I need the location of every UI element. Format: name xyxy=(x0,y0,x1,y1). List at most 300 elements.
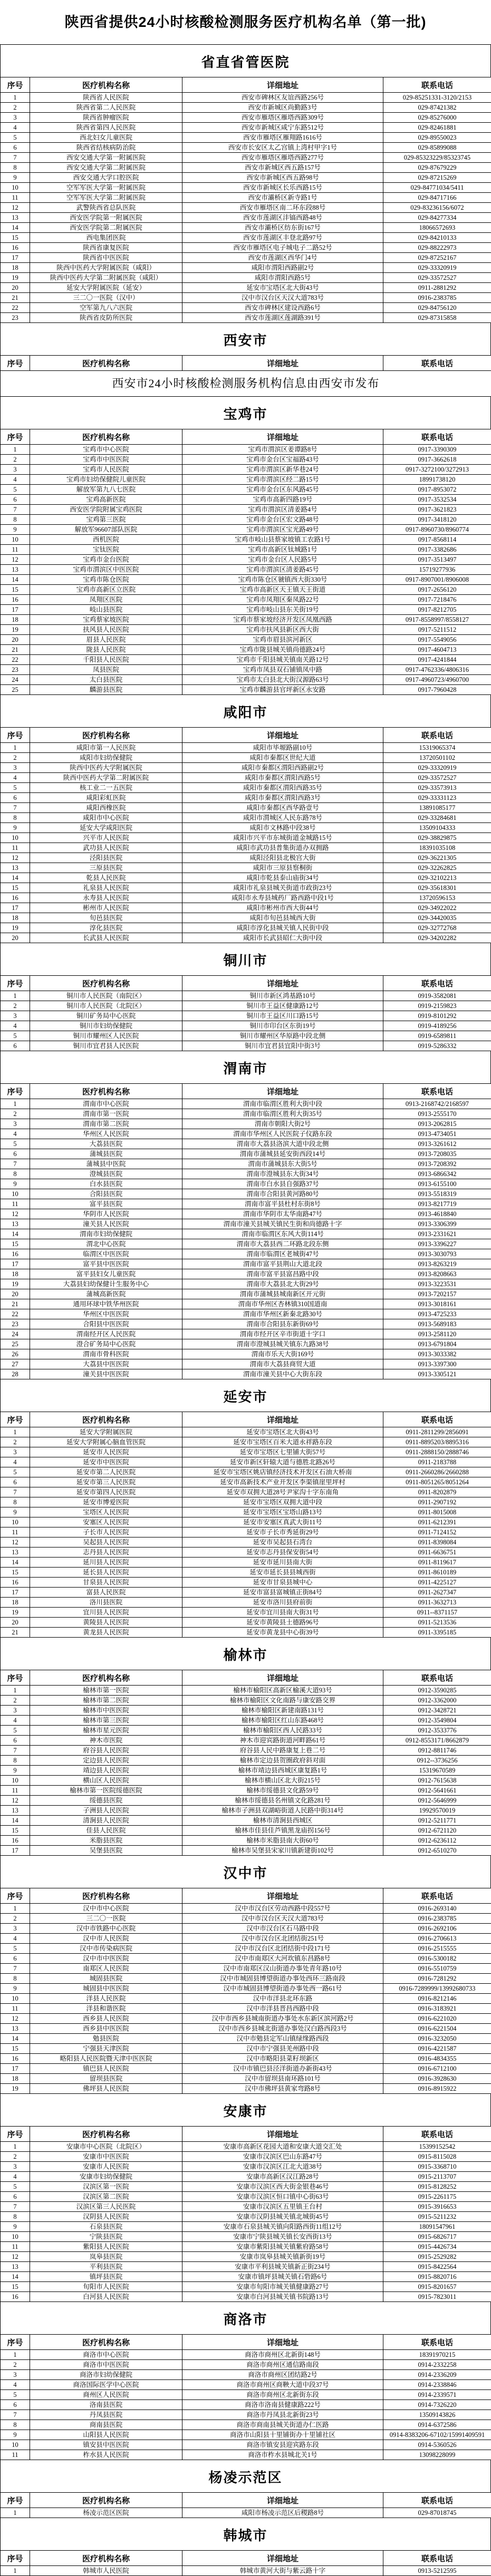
cell-address: 渭南市蒲城县延安街西段14号 xyxy=(182,1149,383,1159)
hospital-table xyxy=(0,2126,491,2302)
cell-address: 咸阳市毕塬路副10号 xyxy=(182,743,383,753)
column-header: 联系电话 xyxy=(383,2335,491,2350)
cell-seq: 7 xyxy=(1,1746,30,1756)
table-row xyxy=(1,1537,491,1547)
cell-address: 商洛市镇安县迎宾路东段 xyxy=(182,2440,383,2450)
table-row xyxy=(1,1229,491,1239)
column-header: 详细地址 xyxy=(182,2551,383,2566)
cell-name: 合阳县医院 xyxy=(30,1189,182,1199)
table-row xyxy=(1,2192,491,2202)
cell-phone: 0911-6212391 xyxy=(383,1517,491,1527)
table-row xyxy=(1,2370,491,2380)
cell-seq: 12 xyxy=(1,2252,30,2262)
table-header-row xyxy=(1,429,491,445)
table-row xyxy=(1,2242,491,2252)
cell-phone: 029-85251331-3120/2153 xyxy=(383,93,491,103)
cell-name: 陕西省肿瘤医院 xyxy=(30,113,182,123)
cell-address: 宝鸡市渭滨区宝光路49号 xyxy=(182,525,383,535)
cell-address: 宝鸡市太白县北大街汉源路63号 xyxy=(182,675,383,685)
cell-address: 商洛市商州区通信路南段 xyxy=(182,2360,383,2370)
cell-address: 延安市宝塔区七里铺大街57号 xyxy=(182,1447,383,1457)
cell-name: 岐山县医院 xyxy=(30,605,182,615)
cell-seq: 5 xyxy=(1,1467,30,1477)
cell-phone: 0916-4834355 xyxy=(383,2054,491,2064)
cell-seq: 17 xyxy=(1,2064,30,2074)
column-header: 联系电话 xyxy=(383,728,491,743)
cell-name: 临渭区中医医院 xyxy=(30,1249,182,1259)
cell-seq: 14 xyxy=(1,1229,30,1239)
cell-phone: 0913-3261612 xyxy=(383,1139,491,1149)
cell-phone: 029-33573913 xyxy=(383,783,491,793)
cell-seq: 4 xyxy=(1,1457,30,1467)
cell-address: 咸阳市杨凌示范区后稷路8号 xyxy=(182,2508,383,2518)
cell-phone: 029-84210133 xyxy=(383,233,491,243)
section-title: 西安市 xyxy=(0,322,491,356)
cell-name: 空军第九八六医院 xyxy=(30,303,182,313)
cell-name: 白水县医院 xyxy=(30,1179,182,1189)
cell-address: 榆林市佳县佳芦镇黑龙庙拐156号 xyxy=(182,1826,383,1836)
cell-name: 空军军医大学第一附属医院 xyxy=(30,183,182,193)
cell-seq: 11 xyxy=(1,1199,30,1209)
cell-name: 西乡县中医医院 xyxy=(30,2024,182,2034)
cell-seq: 4 xyxy=(1,1716,30,1726)
cell-seq: 11 xyxy=(1,2004,30,2014)
cell-phone: 0914-6372586 xyxy=(383,2420,491,2430)
cell-address: 宝鸡市渭滨区经二路15号 xyxy=(182,475,383,485)
table-row xyxy=(1,615,491,625)
table-row xyxy=(1,863,491,873)
cell-phone: 0917-7960428 xyxy=(383,685,491,695)
table-row xyxy=(1,163,491,173)
cell-address: 榆林市米脂县南大街60号 xyxy=(182,1836,383,1846)
cell-seq: 2 xyxy=(1,1914,30,1924)
cell-phone: 0917-2656120 xyxy=(383,585,491,595)
table-row xyxy=(1,1598,491,1608)
cell-address: 宝鸡市麟游县官坪新区永安路 xyxy=(182,685,383,695)
cell-phone: 0913-4618840 xyxy=(383,1209,491,1219)
cell-name: 澄城县医院 xyxy=(30,1169,182,1179)
cell-address: 商洛市商州区商鞅大道中段37号 xyxy=(182,2380,383,2390)
cell-seq: 26 xyxy=(1,1349,30,1359)
cell-address: 榆林市横山区北大街215号 xyxy=(182,1776,383,1786)
cell-phone: 0915-8422564 xyxy=(383,2262,491,2272)
table-row xyxy=(1,685,491,695)
cell-name: 铜川市耀州区人民医院 xyxy=(30,1031,182,1041)
column-header: 医疗机构名称 xyxy=(30,2127,182,2142)
cell-seq: 10 xyxy=(1,2440,30,2450)
table-row xyxy=(1,1149,491,1159)
cell-phone: 0917-8953072 xyxy=(383,485,491,495)
cell-address: 西安市新城区西五路98号 xyxy=(182,173,383,183)
cell-address: 汉中市略阳县菜籽坝新区 xyxy=(182,2054,383,2064)
cell-phone: 0916-6712100 xyxy=(383,2064,491,2074)
cell-phone: 0917-8960730/8960774 xyxy=(383,525,491,535)
cell-address: 延安市宝塔区姚店镇经济技术开发区石油大桥南 xyxy=(182,1467,383,1477)
cell-address: 西安市长安区太乙宫镇上湾村甲字1号 xyxy=(182,143,383,153)
column-header: 详细地址 xyxy=(182,976,383,991)
cell-seq: 9 xyxy=(1,1984,30,1994)
table-row xyxy=(1,1527,491,1537)
column-header: 详细地址 xyxy=(182,1084,383,1099)
cell-phone: 0911-8119617 xyxy=(383,1558,491,1568)
cell-address: 宝鸡市陇县城关镇尚德路24号 xyxy=(182,645,383,655)
cell-address: 汉中市汉台区天汉大道783号 xyxy=(182,293,383,303)
cell-phone: 0916-5510759 xyxy=(383,1964,491,1974)
cell-seq: 9 xyxy=(1,1766,30,1776)
cell-seq: 15 xyxy=(1,233,30,243)
cell-phone: 029-85276000 xyxy=(383,113,491,123)
table-row xyxy=(1,1914,491,1924)
section-title: 榆林市 xyxy=(0,1637,491,1670)
cell-name: 延安大学附属医院 xyxy=(30,1427,182,1437)
cell-address: 渭南市富平县杜村东街8号 xyxy=(182,1199,383,1209)
cell-phone: 0913-6155100 xyxy=(383,1179,491,1189)
cell-phone: 0913-2062815 xyxy=(383,1119,491,1129)
cell-name: 三二〇一医院 xyxy=(30,1914,182,1924)
cell-phone: 15319670589 xyxy=(383,1766,491,1776)
cell-seq: 15 xyxy=(1,883,30,893)
hospital-table xyxy=(0,975,491,1051)
cell-address: 延安市延川县南大街 xyxy=(182,1558,383,1568)
cell-phone: 0917-3532534 xyxy=(383,495,491,505)
cell-seq: 17 xyxy=(1,1259,30,1269)
cell-name: 富平县中医医院 xyxy=(30,1259,182,1269)
cell-name: 西安交通大学第一附属医院 xyxy=(30,153,182,163)
cell-phone: 0917-4762336/4806316 xyxy=(383,665,491,675)
cell-name: 榆林市第二医院 xyxy=(30,1696,182,1706)
cell-seq: 18 xyxy=(1,615,30,625)
cell-seq: 22 xyxy=(1,655,30,665)
table-row xyxy=(1,1696,491,1706)
table-row xyxy=(1,2450,491,2460)
cell-address: 咸阳泾阳县北极宫大街 xyxy=(182,853,383,863)
column-header: 序号 xyxy=(1,429,30,445)
cell-address: 延安市吴起县石湾台 xyxy=(182,1537,383,1547)
table-row xyxy=(1,675,491,685)
cell-address: 宝鸡市蔡家坡经济开发区凤凰西路 xyxy=(182,615,383,625)
cell-phone: 0912-3590285 xyxy=(383,1686,491,1696)
cell-seq: 13 xyxy=(1,1806,30,1816)
table-row xyxy=(1,2360,491,2370)
cell-phone: 0915-6826717 xyxy=(383,2232,491,2242)
table-row xyxy=(1,283,491,293)
cell-phone: 0917-8558997/8558127 xyxy=(383,615,491,625)
cell-seq: 10 xyxy=(1,1517,30,1527)
cell-phone: 0912-6510270 xyxy=(383,1846,491,1856)
table-row xyxy=(1,843,491,853)
cell-name: 凤县医院 xyxy=(30,665,182,675)
table-row xyxy=(1,2380,491,2390)
cell-address: 渭南市澄城县城关镇东九路38号 xyxy=(182,1339,383,1349)
cell-seq: 15 xyxy=(1,585,30,595)
table-row xyxy=(1,1974,491,1984)
cell-name: 西安医学院第一附属医院 xyxy=(30,213,182,223)
cell-address: 西安市雁塔区雁塔西路309号 xyxy=(182,113,383,123)
cell-name: 宝鸡第三医院 xyxy=(30,515,182,525)
cell-name: 镇坪县医院 xyxy=(30,2272,182,2282)
table-row xyxy=(1,1319,491,1329)
cell-phone: 029-88222973 xyxy=(383,243,491,253)
cell-seq: 8 xyxy=(1,1497,30,1507)
cell-address: 商洛市柞水县城北关1号 xyxy=(182,2450,383,2460)
cell-seq: 11 xyxy=(1,545,30,555)
city-section xyxy=(0,1637,491,1856)
cell-phone: 0916-4221587 xyxy=(383,2044,491,2054)
cell-seq: 13 xyxy=(1,1219,30,1229)
column-header: 序号 xyxy=(1,2493,30,2508)
column-header: 联系电话 xyxy=(383,2493,491,2508)
cell-seq: 18 xyxy=(1,2074,30,2084)
sections xyxy=(0,44,491,2576)
cell-phone: 0915-8201657 xyxy=(383,2282,491,2292)
table-row xyxy=(1,1578,491,1588)
cell-phone: 0913-4734051 xyxy=(383,1129,491,1139)
cell-phone: 029-82461881 xyxy=(383,123,491,133)
cell-phone: 0912-5211771 xyxy=(383,1816,491,1826)
cell-name: 蒲城县中医院 xyxy=(30,1159,182,1169)
table-row xyxy=(1,153,491,163)
cell-seq: 17 xyxy=(1,605,30,615)
cell-phone: 029-87018745 xyxy=(383,2508,491,2518)
cell-phone: 029-83236156/6072 xyxy=(383,203,491,213)
city-section xyxy=(0,943,491,1051)
cell-name: 凤翔区医院 xyxy=(30,595,182,605)
column-header: 医疗机构名称 xyxy=(30,1412,182,1427)
column-header: 联系电话 xyxy=(383,1084,491,1099)
cell-name: 宁陕县医院 xyxy=(30,2232,182,2242)
cell-phone: 0919-2159823 xyxy=(383,1001,491,1011)
cell-phone: 0916-6221020 xyxy=(383,2014,491,2024)
cell-phone: 0914-2339571 xyxy=(383,2390,491,2400)
cell-name: 商洛市妇幼保健院 xyxy=(30,2370,182,2380)
cell-name: 汉滨区第一医院 xyxy=(30,2182,182,2192)
cell-address: 榆林市榆阳区西人民路33号 xyxy=(182,1726,383,1736)
table-row xyxy=(1,793,491,803)
cell-address: 榆林市定边县贺圈政府斜对面 xyxy=(182,1756,383,1766)
cell-phone: 0917-5211512 xyxy=(383,625,491,635)
cell-seq: 20 xyxy=(1,283,30,293)
table-row xyxy=(1,1628,491,1638)
cell-seq: 16 xyxy=(1,2054,30,2064)
cell-seq: 3 xyxy=(1,2162,30,2172)
table-row xyxy=(1,1467,491,1477)
table-row xyxy=(1,2084,491,2094)
cell-seq: 11 xyxy=(1,843,30,853)
cell-phone: 0913-7208035 xyxy=(383,1149,491,1159)
cell-phone: 029-84771034/5411 xyxy=(383,183,491,193)
cell-seq: 12 xyxy=(1,2014,30,2024)
section-title: 商洛市 xyxy=(0,2301,491,2335)
cell-phone: 0913-6866342 xyxy=(383,1169,491,1179)
column-header: 详细地址 xyxy=(182,1888,383,1904)
cell-address: 榆林市绥德县名州镇文化路281号 xyxy=(182,1796,383,1806)
cell-name: 蒲城高新医院 xyxy=(30,1289,182,1299)
table-row xyxy=(1,1716,491,1726)
cell-phone: 0916-2515555 xyxy=(383,1944,491,1954)
cell-name: 西安交通大学口腔医院 xyxy=(30,173,182,183)
cell-address: 西安市莲湖区西华门4号 xyxy=(182,253,383,263)
table-row xyxy=(1,2390,491,2400)
cell-address: 商洛市山阳县十里铺街办十里铺社区 xyxy=(182,2430,383,2440)
cell-address: 宝鸡市陈仓区虢镇西大街330号 xyxy=(182,575,383,585)
cell-name: 解放军96607部队医院 xyxy=(30,525,182,535)
column-header: 详细地址 xyxy=(182,2127,383,2142)
cell-address: 咸阳市长武县昭仁大街中段 xyxy=(182,933,383,943)
column-header: 医疗机构名称 xyxy=(30,2335,182,2350)
hospital-table xyxy=(0,1083,491,1379)
cell-address: 西安市新城区长乐西路15号 xyxy=(182,183,383,193)
cell-name: 旬邑县医院 xyxy=(30,913,182,923)
cell-seq: 4 xyxy=(1,773,30,783)
table-row xyxy=(1,495,491,505)
cell-address: 汉中市汉台区北团结街中段171号 xyxy=(182,1944,383,1954)
table-row xyxy=(1,1259,491,1269)
table-row xyxy=(1,2152,491,2162)
cell-phone: 0915-8820716 xyxy=(383,2272,491,2282)
cell-name: 佛坪县人民医院 xyxy=(30,2084,182,2094)
cell-seq: 10 xyxy=(1,1994,30,2004)
cell-name: 长武县人民医院 xyxy=(30,933,182,943)
column-header: 详细地址 xyxy=(182,2493,383,2508)
cell-name: 咸阳市第一人民医院 xyxy=(30,743,182,753)
cell-seq: 6 xyxy=(1,495,30,505)
cell-name: 陕西省皮防所医院 xyxy=(30,313,182,323)
cell-phone: 0916-7281292 xyxy=(383,1974,491,1984)
table-row xyxy=(1,665,491,675)
table-row xyxy=(1,545,491,555)
cell-seq: 15 xyxy=(1,2044,30,2054)
cell-address: 铜川市王益区健康路12号 xyxy=(182,1001,383,1011)
cell-phone: 029-34420035 xyxy=(383,913,491,923)
cell-seq: 6 xyxy=(1,793,30,803)
table-row xyxy=(1,605,491,615)
cell-address: 咸阳市淳化县城关镇人民街中段 xyxy=(182,923,383,933)
table-row xyxy=(1,2350,491,2360)
cell-address: 西安市碑林区友谊西路256号 xyxy=(182,93,383,103)
column-header: 序号 xyxy=(1,77,30,93)
cell-address: 延安市新区轩辕大道与德胜北路26号 xyxy=(182,1457,383,1467)
cell-name: 咸阳市中心医院 xyxy=(30,813,182,823)
cell-phone: 0914-5360526 xyxy=(383,2440,491,2450)
cell-seq: 3 xyxy=(1,1011,30,1021)
cell-phone: 0916-8212146 xyxy=(383,1994,491,2004)
cell-seq: 5 xyxy=(1,1139,30,1149)
cell-name: 榆林市中医医院 xyxy=(30,1706,182,1716)
table-row xyxy=(1,2014,491,2024)
cell-name: 铜川市人民医院（北院区） xyxy=(30,1001,182,1011)
cell-phone: 0911-7124152 xyxy=(383,1527,491,1537)
cell-name: 西电集团医院 xyxy=(30,233,182,243)
table-row xyxy=(1,243,491,253)
cell-address: 渭南市潼关县城关镇民生街和尚德路十字 xyxy=(182,1219,383,1229)
cell-phone: 029-84717166 xyxy=(383,193,491,203)
cell-phone: 0912-8553171/8662879 xyxy=(383,1736,491,1746)
cell-name: 杨凌示范区医院 xyxy=(30,2508,182,2518)
cell-name: 富平县妇女儿童医院 xyxy=(30,1269,182,1279)
cell-address: 铜川市耀州区华原路中段北侧 xyxy=(182,1031,383,1041)
cell-seq: 18 xyxy=(1,263,30,273)
cell-address: 汉中市汉台区北团结街251号 xyxy=(182,1934,383,1944)
cell-name: 子长市人民医院 xyxy=(30,1527,182,1537)
cell-address: 商洛市商州区北新街东段 xyxy=(182,2390,383,2400)
table-row xyxy=(1,485,491,495)
cell-phone: 0913-8263219 xyxy=(383,1259,491,1269)
table-row xyxy=(1,203,491,213)
cell-name: 延安大学附属心脑血管医院 xyxy=(30,1437,182,1447)
table-row xyxy=(1,1447,491,1457)
cell-address: 咸阳市秦都区渭阳西路5号 xyxy=(182,773,383,783)
table-row xyxy=(1,1339,491,1349)
cell-phone: 0911-2811299/2856091 xyxy=(383,1427,491,1437)
cell-phone: 0917-8907001/8906008 xyxy=(383,575,491,585)
cell-address: 西安市雁塔区雁塔西路277号 xyxy=(182,153,383,163)
table-row xyxy=(1,1924,491,1934)
cell-phone: 0911-6636751 xyxy=(383,1547,491,1558)
cell-phone: 0913-8208663 xyxy=(383,1269,491,1279)
cell-seq: 11 xyxy=(1,193,30,203)
table-row xyxy=(1,193,491,203)
cell-address: 汉中市汉台区劳动西路中段557号 xyxy=(182,1904,383,1914)
table-row xyxy=(1,1934,491,1944)
column-header: 序号 xyxy=(1,728,30,743)
column-header: 医疗机构名称 xyxy=(30,356,182,371)
cell-address: 宝鸡市金台区东风路45号 xyxy=(182,485,383,495)
cell-seq: 16 xyxy=(1,2292,30,2302)
table-row xyxy=(1,93,491,103)
cell-seq: 2 xyxy=(1,1001,30,1011)
cell-address: 安康市汉滨区西大街金银巷46号 xyxy=(182,2182,383,2192)
cell-seq: 8 xyxy=(1,1756,30,1766)
cell-phone: 0913-3396227 xyxy=(383,1239,491,1249)
table-row xyxy=(1,783,491,793)
cell-address: 咸阳市乾县泰山庙街34号 xyxy=(182,873,383,883)
cell-phone: 0914-8383206-67102/15991409591 xyxy=(383,2430,491,2440)
cell-seq: 9 xyxy=(1,173,30,183)
cell-address: 渭南市华阴市太华南路47号 xyxy=(182,1209,383,1219)
table-row xyxy=(1,2252,491,2262)
cell-name: 西机医院 xyxy=(30,535,182,545)
cell-seq: 4 xyxy=(1,475,30,485)
column-header: 医疗机构名称 xyxy=(30,1084,182,1099)
cell-name: 华阴市人民医院 xyxy=(30,1209,182,1219)
cell-seq: 6 xyxy=(1,1954,30,1964)
cell-name: 蒲城县医院 xyxy=(30,1149,182,1159)
cell-name: 铜川矿务局中心医院 xyxy=(30,1011,182,1021)
table-row xyxy=(1,535,491,545)
cell-address: 咸阳市秦都区渭阳西路副2号 xyxy=(182,763,383,773)
cell-seq: 15 xyxy=(1,1826,30,1836)
table-row xyxy=(1,1239,491,1249)
cell-address: 汉中市佛坪县黄家弯路8号 xyxy=(182,2084,383,2094)
cell-address: 汉中市西乡县城南街道办事处水东新区滨河路2号 xyxy=(182,2014,383,2024)
cell-seq: 4 xyxy=(1,1934,30,1944)
cell-name: 乾县人民医院 xyxy=(30,873,182,883)
cell-seq: 10 xyxy=(1,1189,30,1199)
cell-seq: 9 xyxy=(1,2222,30,2232)
cell-seq: 2 xyxy=(1,455,30,465)
cell-address: 宝鸡市岐山县蔡家坡镇工农路1号 xyxy=(182,535,383,545)
cell-address: 渭南市富平县荆山大道北段 xyxy=(182,1259,383,1269)
cell-seq: 12 xyxy=(1,1796,30,1806)
cell-address: 渭南市大荔县北大街29号 xyxy=(182,1279,383,1289)
cell-phone: 0912-3428721 xyxy=(383,1706,491,1716)
cell-name: 扶风县人民医院 xyxy=(30,625,182,635)
cell-name: 紫阳县人民医院 xyxy=(30,2242,182,2252)
cell-name: 通用环球中铁华州医院 xyxy=(30,1299,182,1309)
table-row xyxy=(1,1964,491,1974)
cell-seq: 12 xyxy=(1,853,30,863)
cell-phone: 0917-3513497 xyxy=(383,555,491,565)
